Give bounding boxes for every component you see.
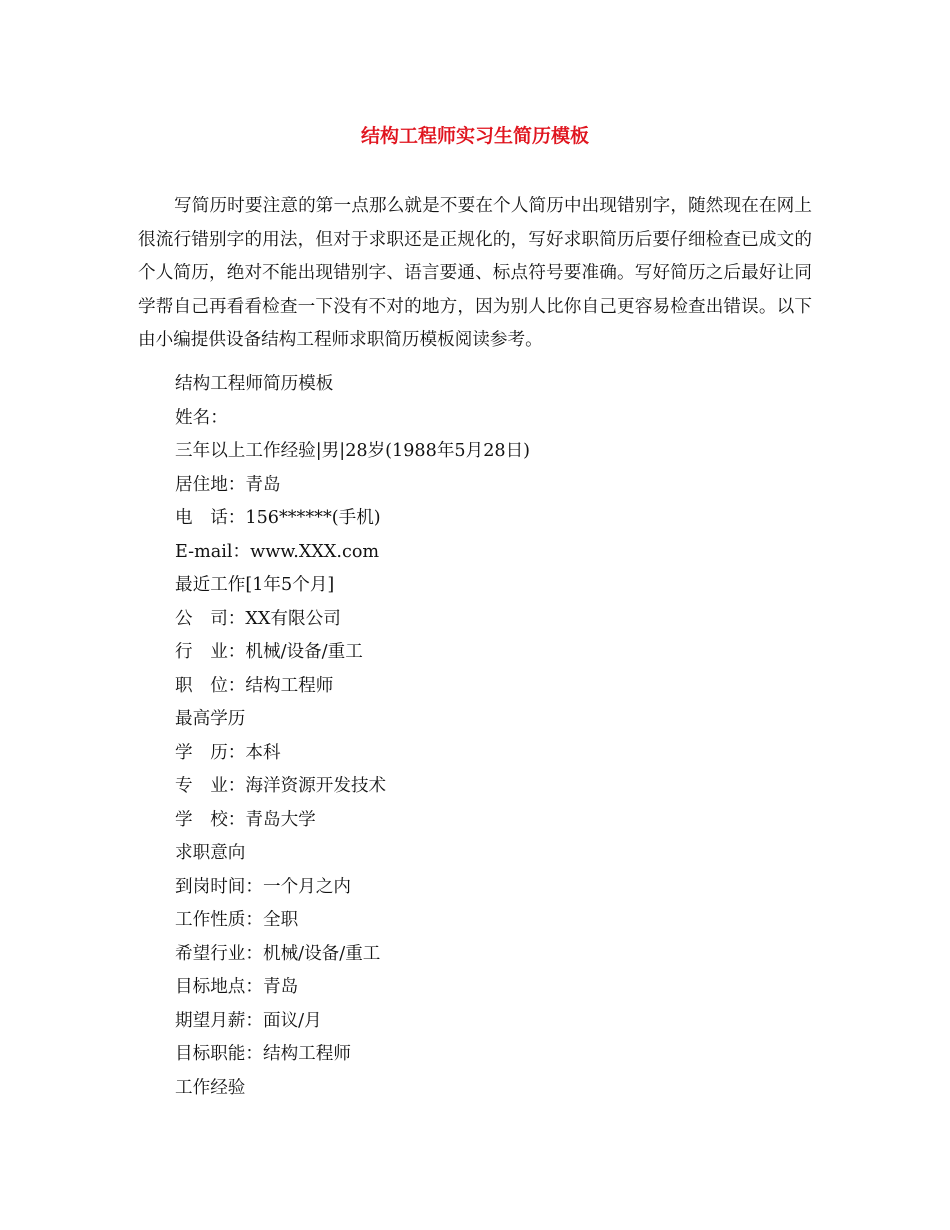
resume-line-start-time: 到岗时间：一个月之内: [175, 876, 351, 897]
resume-line-summary: 三年以上工作经验|男|28岁(1988年5月28日): [175, 441, 531, 461]
resume-line-school: 学 校：青岛大学: [175, 809, 316, 830]
resume-line-degree: 学 历：本科: [175, 742, 281, 763]
resume-line-intent-heading: 求职意向: [175, 843, 246, 863]
resume-line-expected-salary: 期望月薪：面议/月: [175, 1010, 322, 1031]
resume-line-experience-heading: 工作经验: [175, 1077, 246, 1098]
resume-line-major: 专 业：海洋资源开发技术: [175, 776, 387, 796]
resume-line-industry: 行 业：机械/设备/重工: [175, 642, 363, 662]
resume-line-recent-work: 最近工作[1年5个月]: [175, 575, 335, 595]
resume-line-company: 公 司：XX有限公司: [175, 608, 341, 629]
intro-paragraph: 写简历时要注意的第一点那么就是不要在个人简历中出现错别字，随然现在在网上很流行错别字的用法，但对于求职还是正规化的，写好求职简历后要仔细检查已成文的个人简历，绝对不能出现错别字、语言要通、标点符号要准确。写好简历之后最好让同学帮自己再看看检查一下没有不对的地方，因为别人比你自己更容易检查出错误。以下由小编提供设备结构工程师求职简历模板阅读参考。: [138, 196, 812, 350]
resume-line-desired-industry: 希望行业：机械/设备/重工: [175, 943, 381, 964]
resume-line-phone: 电 话：156******(手机): [175, 508, 381, 528]
resume-line-residence: 居住地：青岛: [175, 474, 281, 495]
resume-line-name: 姓名：: [175, 407, 228, 428]
resume-lines: [175, 368, 815, 1105]
resume-line-email: E-mail：www.XXX.com: [175, 541, 380, 562]
resume-line-target-location: 目标地点：青岛: [175, 977, 299, 997]
resume-line-heading: 结构工程师简历模板: [175, 374, 334, 394]
resume-line-job-type: 工作性质：全职: [175, 910, 299, 930]
page-title: 结构工程师实习生简历模板: [360, 125, 589, 147]
resume-line-education-heading: 最高学历: [175, 709, 246, 729]
resume-line-target-role: 目标职能：结构工程师: [175, 1044, 351, 1064]
resume-line-position: 职 位：结构工程师: [175, 675, 334, 696]
